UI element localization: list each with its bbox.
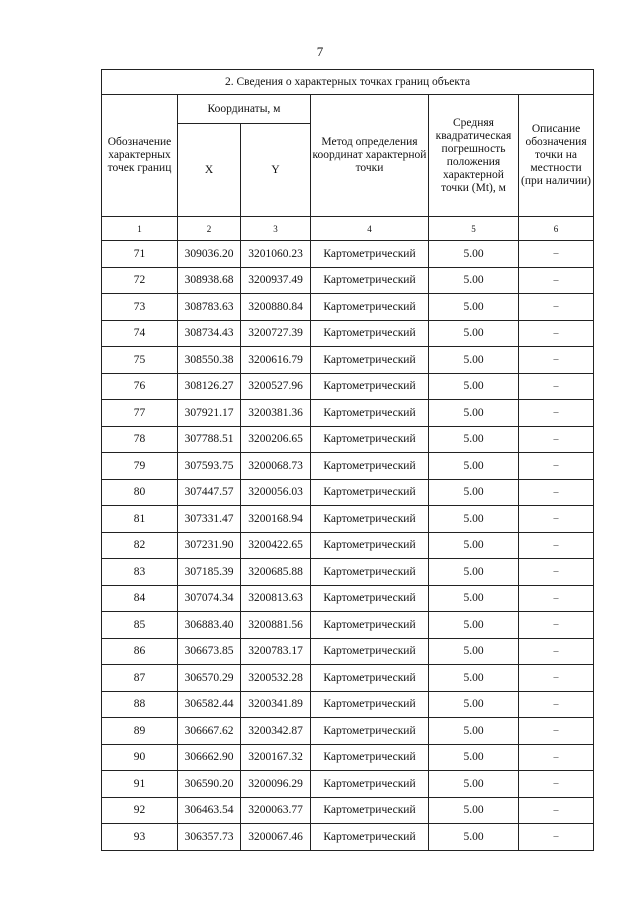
table-row <box>102 691 594 718</box>
cell-y: 3200206.65 <box>241 426 311 453</box>
cell-y: 3200532.28 <box>241 665 311 692</box>
cell-accuracy: 5.00 <box>429 294 519 321</box>
cell-x: 308550.38 <box>178 347 241 374</box>
cell-accuracy: 5.00 <box>429 585 519 612</box>
cell-x: 306582.44 <box>178 691 241 718</box>
cell-method: Картометрический <box>311 426 429 453</box>
cell-y: 3200068.73 <box>241 453 311 480</box>
cell-method: Картометрический <box>311 771 429 798</box>
header-method: Метод определения координат характерной точки <box>311 95 429 217</box>
cell-point: 83 <box>102 559 178 586</box>
cell-y: 3200067.46 <box>241 824 311 851</box>
cell-point: 79 <box>102 453 178 480</box>
cell-x: 307593.75 <box>178 453 241 480</box>
cell-y: 3200685.88 <box>241 559 311 586</box>
cell-accuracy: 5.00 <box>429 532 519 559</box>
table-row <box>102 373 594 400</box>
cell-point: 90 <box>102 744 178 771</box>
cell-point: 91 <box>102 771 178 798</box>
cell-accuracy: 5.00 <box>429 241 519 268</box>
cell-description: – <box>519 479 594 506</box>
cell-x: 307231.90 <box>178 532 241 559</box>
cell-accuracy: 5.00 <box>429 771 519 798</box>
cell-accuracy: 5.00 <box>429 691 519 718</box>
table-row <box>102 347 594 374</box>
cell-y: 3200813.63 <box>241 585 311 612</box>
cell-point: 86 <box>102 638 178 665</box>
cell-accuracy: 5.00 <box>429 559 519 586</box>
cell-accuracy: 5.00 <box>429 506 519 533</box>
cell-point: 92 <box>102 797 178 824</box>
cell-description: – <box>519 665 594 692</box>
cell-description: – <box>519 426 594 453</box>
cell-description: – <box>519 744 594 771</box>
cell-method: Картометрический <box>311 479 429 506</box>
table-row <box>102 665 594 692</box>
cell-method: Картометрический <box>311 585 429 612</box>
column-number: 2 <box>178 217 241 241</box>
cell-method: Картометрический <box>311 638 429 665</box>
cell-x: 307447.57 <box>178 479 241 506</box>
cell-description: – <box>519 797 594 824</box>
cell-x: 307331.47 <box>178 506 241 533</box>
cell-method: Картометрический <box>311 532 429 559</box>
cell-description: – <box>519 373 594 400</box>
cell-point: 93 <box>102 824 178 851</box>
table-row <box>102 320 594 347</box>
cell-point: 88 <box>102 691 178 718</box>
cell-y: 3200422.65 <box>241 532 311 559</box>
cell-method: Картометрический <box>311 797 429 824</box>
cell-method: Картометрический <box>311 559 429 586</box>
cell-description: – <box>519 638 594 665</box>
cell-accuracy: 5.00 <box>429 665 519 692</box>
table-row <box>102 294 594 321</box>
cell-point: 80 <box>102 479 178 506</box>
cell-description: – <box>519 241 594 268</box>
table-row <box>102 241 594 268</box>
cell-description: – <box>519 585 594 612</box>
header-y: Y <box>241 124 311 217</box>
cell-y: 3200167.32 <box>241 744 311 771</box>
table-row <box>102 585 594 612</box>
cell-point: 76 <box>102 373 178 400</box>
table-row <box>102 267 594 294</box>
cell-description: – <box>519 400 594 427</box>
column-number: 5 <box>429 217 519 241</box>
cell-point: 78 <box>102 426 178 453</box>
cell-description: – <box>519 824 594 851</box>
cell-description: – <box>519 771 594 798</box>
cell-x: 306673.85 <box>178 638 241 665</box>
cell-method: Картометрический <box>311 320 429 347</box>
cell-description: – <box>519 691 594 718</box>
cell-accuracy: 5.00 <box>429 320 519 347</box>
cell-y: 3200063.77 <box>241 797 311 824</box>
cell-description: – <box>519 718 594 745</box>
cell-y: 3200937.49 <box>241 267 311 294</box>
cell-point: 75 <box>102 347 178 374</box>
header-coordinates: Координаты, м <box>178 95 311 124</box>
cell-x: 307788.51 <box>178 426 241 453</box>
cell-description: – <box>519 320 594 347</box>
cell-x: 306357.73 <box>178 824 241 851</box>
cell-description: – <box>519 532 594 559</box>
cell-y: 3200727.39 <box>241 320 311 347</box>
cell-y: 3200342.87 <box>241 718 311 745</box>
cell-x: 307921.17 <box>178 400 241 427</box>
section-title: 2. Сведения о характерных точках границ объекта <box>102 70 594 95</box>
page-number: 7 <box>316 44 324 59</box>
cell-method: Картометрический <box>311 718 429 745</box>
cell-y: 3200527.96 <box>241 373 311 400</box>
cell-method: Картометрический <box>311 612 429 639</box>
cell-accuracy: 5.00 <box>429 267 519 294</box>
table-row <box>102 797 594 824</box>
cell-x: 306662.90 <box>178 744 241 771</box>
cell-y: 3200096.29 <box>241 771 311 798</box>
cell-y: 3200880.84 <box>241 294 311 321</box>
cell-method: Картометрический <box>311 267 429 294</box>
cell-method: Картометрический <box>311 506 429 533</box>
cell-y: 3200381.36 <box>241 400 311 427</box>
cell-method: Картометрический <box>311 294 429 321</box>
cell-method: Картометрический <box>311 691 429 718</box>
table-row <box>102 824 594 851</box>
cell-x: 307074.34 <box>178 585 241 612</box>
cell-description: – <box>519 559 594 586</box>
cell-point: 84 <box>102 585 178 612</box>
header-accuracy: Средняя квадратическая погрешность положения характерной точки (Мt), м <box>429 95 519 217</box>
cell-description: – <box>519 294 594 321</box>
cell-point: 89 <box>102 718 178 745</box>
column-number: 4 <box>311 217 429 241</box>
table-row <box>102 506 594 533</box>
cell-description: – <box>519 453 594 480</box>
cell-accuracy: 5.00 <box>429 400 519 427</box>
header-description: Описание обозначения точки на местности (при наличии) <box>519 95 594 217</box>
cell-point: 71 <box>102 241 178 268</box>
column-numbers-row <box>102 217 594 241</box>
table-row <box>102 426 594 453</box>
cell-y: 3200168.94 <box>241 506 311 533</box>
column-number: 6 <box>519 217 594 241</box>
cell-x: 308783.63 <box>178 294 241 321</box>
cell-method: Картометрический <box>311 373 429 400</box>
cell-y: 3200616.79 <box>241 347 311 374</box>
cell-method: Картометрический <box>311 665 429 692</box>
cell-accuracy: 5.00 <box>429 824 519 851</box>
cell-accuracy: 5.00 <box>429 612 519 639</box>
cell-x: 306883.40 <box>178 612 241 639</box>
cell-description: – <box>519 347 594 374</box>
cell-description: – <box>519 612 594 639</box>
cell-point: 87 <box>102 665 178 692</box>
cell-point: 85 <box>102 612 178 639</box>
table-body <box>102 241 594 851</box>
header-designation: Обозначение характерных точек границ <box>102 95 178 217</box>
cell-accuracy: 5.00 <box>429 638 519 665</box>
cell-x: 306570.29 <box>178 665 241 692</box>
column-number: 1 <box>102 217 178 241</box>
cell-x: 308734.43 <box>178 320 241 347</box>
cell-y: 3200056.03 <box>241 479 311 506</box>
table-row <box>102 453 594 480</box>
cell-description: – <box>519 506 594 533</box>
cell-description: – <box>519 267 594 294</box>
cell-method: Картометрический <box>311 347 429 374</box>
cell-point: 77 <box>102 400 178 427</box>
cell-method: Картометрический <box>311 241 429 268</box>
cell-x: 308126.27 <box>178 373 241 400</box>
table-row <box>102 532 594 559</box>
cell-x: 306667.62 <box>178 718 241 745</box>
cell-point: 82 <box>102 532 178 559</box>
table-row <box>102 400 594 427</box>
cell-y: 3201060.23 <box>241 241 311 268</box>
cell-method: Картометрический <box>311 744 429 771</box>
table-row <box>102 718 594 745</box>
table-row <box>102 479 594 506</box>
cell-point: 72 <box>102 267 178 294</box>
cell-y: 3200881.56 <box>241 612 311 639</box>
cell-accuracy: 5.00 <box>429 744 519 771</box>
cell-y: 3200341.89 <box>241 691 311 718</box>
cell-accuracy: 5.00 <box>429 718 519 745</box>
table-row <box>102 612 594 639</box>
cell-x: 306590.20 <box>178 771 241 798</box>
boundary-points-table <box>101 69 594 851</box>
cell-y: 3200783.17 <box>241 638 311 665</box>
cell-method: Картометрический <box>311 400 429 427</box>
cell-accuracy: 5.00 <box>429 347 519 374</box>
table-row <box>102 771 594 798</box>
header-x: X <box>178 124 241 217</box>
cell-x: 306463.54 <box>178 797 241 824</box>
cell-point: 81 <box>102 506 178 533</box>
table-row <box>102 744 594 771</box>
cell-x: 307185.39 <box>178 559 241 586</box>
cell-accuracy: 5.00 <box>429 797 519 824</box>
table-row <box>102 638 594 665</box>
cell-accuracy: 5.00 <box>429 373 519 400</box>
cell-point: 73 <box>102 294 178 321</box>
cell-accuracy: 5.00 <box>429 479 519 506</box>
cell-accuracy: 5.00 <box>429 453 519 480</box>
column-number: 3 <box>241 217 311 241</box>
cell-method: Картометрический <box>311 453 429 480</box>
cell-point: 74 <box>102 320 178 347</box>
cell-accuracy: 5.00 <box>429 426 519 453</box>
cell-method: Картометрический <box>311 824 429 851</box>
cell-x: 309036.20 <box>178 241 241 268</box>
table-row <box>102 559 594 586</box>
cell-x: 308938.68 <box>178 267 241 294</box>
